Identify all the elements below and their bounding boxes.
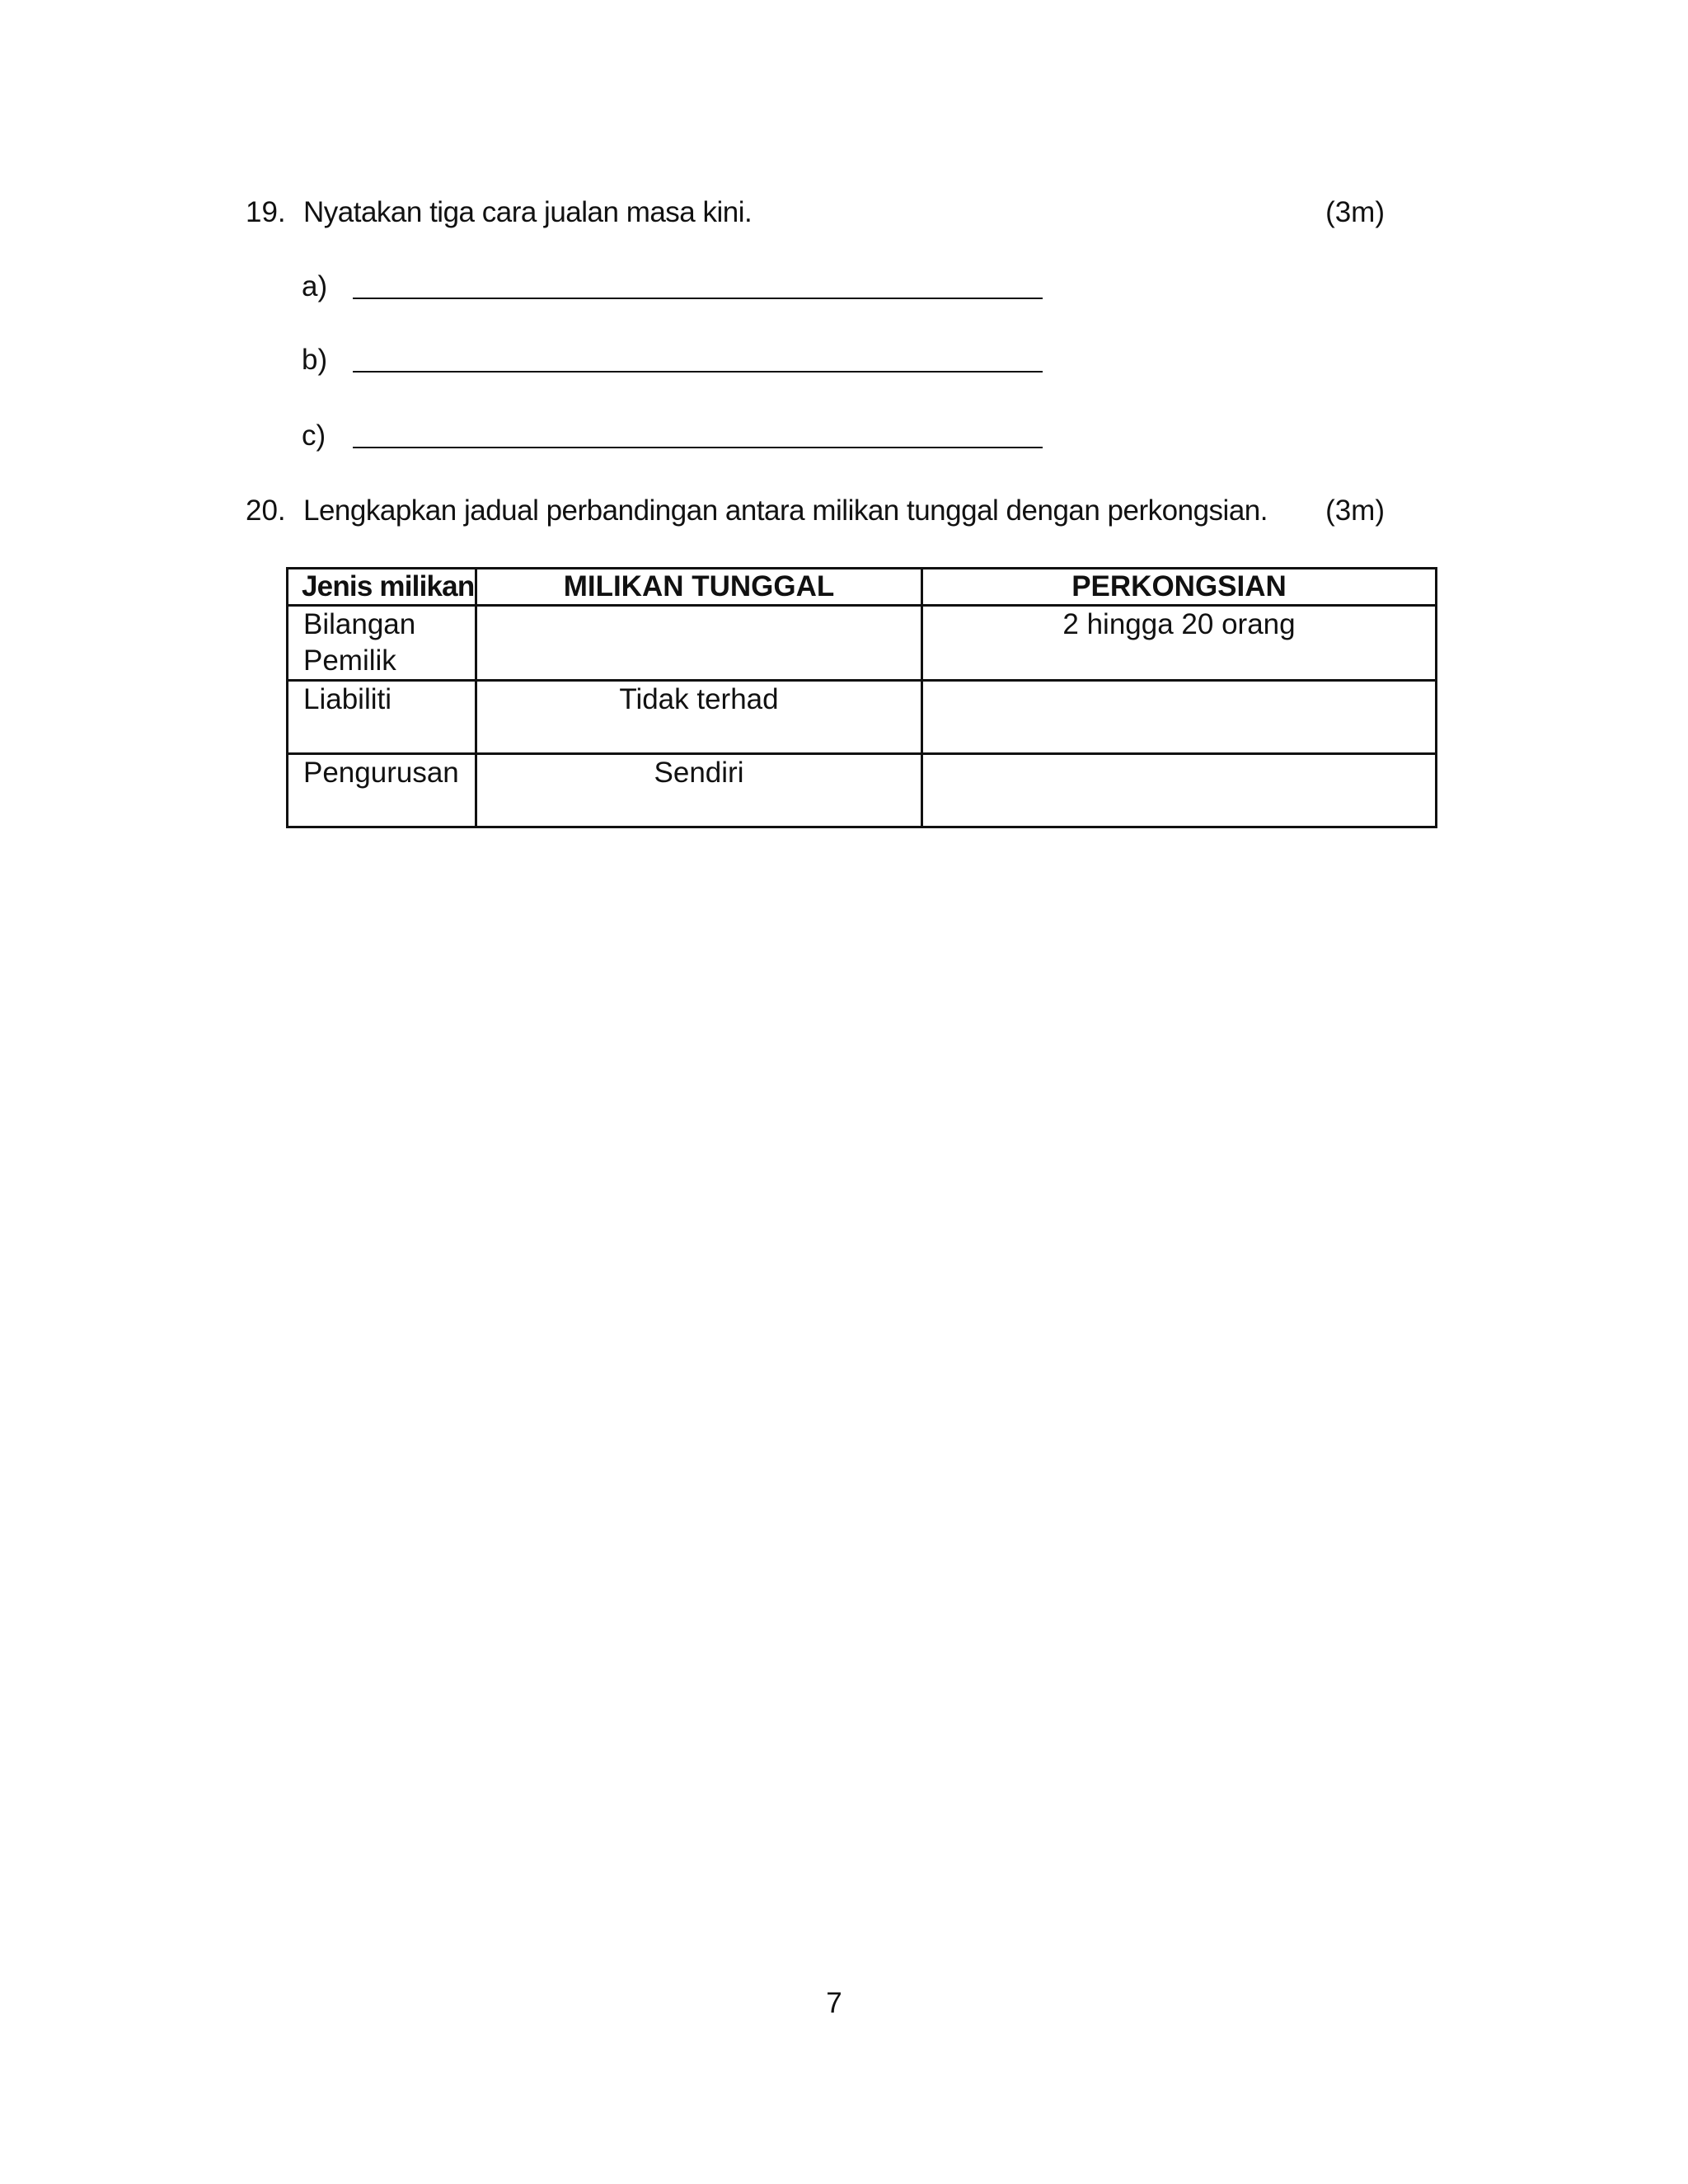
answer-blank[interactable]	[353, 298, 1043, 299]
question-marks: (3m)	[1325, 196, 1385, 228]
table-row	[288, 754, 1437, 827]
question-number: 19.	[246, 196, 286, 228]
cell-tunggal: Sendiri	[476, 754, 922, 827]
row-label-line: Pemilik	[303, 644, 396, 677]
cell-perkongsian[interactable]	[922, 754, 1437, 827]
question-20	[246, 490, 1391, 532]
answer-label: a)	[302, 270, 328, 302]
cell-perkongsian[interactable]	[922, 681, 1437, 754]
comparison-table	[286, 567, 1437, 828]
question-text: Lengkapkan jadual perbandingan antara milikan tunggal dengan perkongsian.	[303, 494, 1268, 527]
question-marks: (3m)	[1325, 494, 1385, 527]
cell-tunggal: Tidak terhad	[476, 681, 922, 754]
row-label-line: Liabiliti	[303, 683, 392, 715]
answer-line-b[interactable]	[302, 340, 1043, 381]
header-milikan-tunggal: MILIKAN TUNGGAL	[476, 569, 922, 606]
table-row	[288, 681, 1437, 754]
header-perkongsian: PERKONGSIAN	[922, 569, 1437, 606]
row-label	[288, 606, 476, 681]
answer-blank[interactable]	[353, 447, 1043, 448]
answer-label: b)	[302, 344, 328, 376]
page-number: 7	[826, 1987, 842, 2019]
answer-label: c)	[302, 419, 326, 452]
answer-blank[interactable]	[353, 371, 1043, 373]
question-19	[246, 192, 1391, 233]
cell-perkongsian: 2 hingga 20 orang	[922, 606, 1437, 681]
answer-line-c[interactable]	[302, 415, 1043, 457]
row-label-line: Bilangan	[303, 608, 416, 640]
table-header-row	[288, 569, 1437, 606]
question-number: 20.	[246, 494, 286, 527]
row-label	[288, 754, 476, 827]
row-label	[288, 681, 476, 754]
question-text: Nyatakan tiga cara jualan masa kini.	[303, 196, 753, 228]
table-row	[288, 606, 1437, 681]
answer-line-a[interactable]	[302, 266, 1043, 307]
row-label-line: Pengurusan	[303, 757, 459, 789]
cell-tunggal[interactable]	[476, 606, 922, 681]
header-jenis-milikan: Jenis milikan	[288, 569, 476, 606]
